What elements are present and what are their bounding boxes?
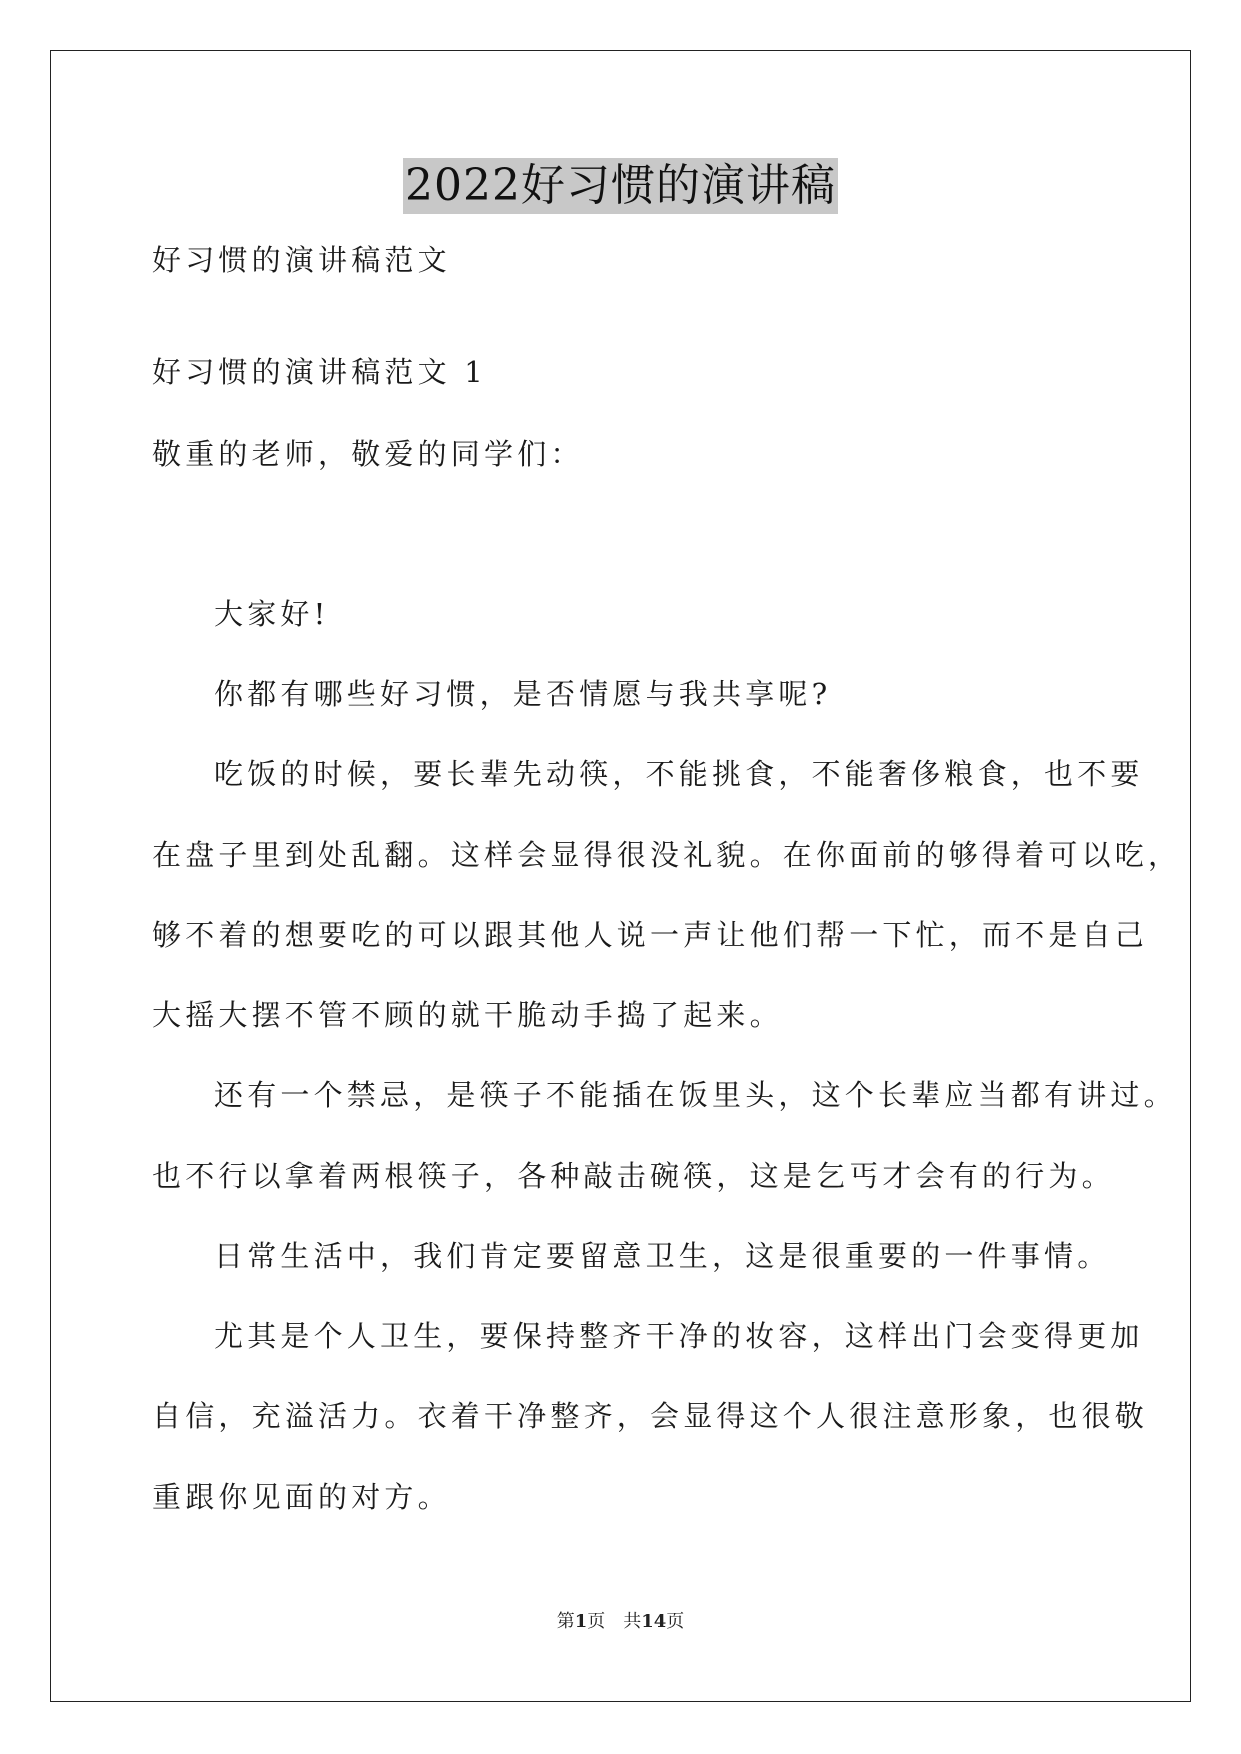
paragraph-line: 还有一个禁忌，是筷子不能插在饭里头，这个长辈应当都有讲过。 [214, 1078, 1177, 1112]
page-footer [0, 1610, 1241, 1634]
document-title: 2022好习惯的演讲稿 [403, 158, 838, 214]
current-page-number: 1 [574, 1611, 588, 1632]
paragraph-line: 大家好! [214, 597, 330, 631]
paragraph-line: 吃饭的时候，要长辈先动筷，不能挑食，不能奢侈粮食，也不要 [214, 757, 1144, 791]
footer-suffix: 页 [666, 1611, 685, 1632]
title-container [0, 158, 1241, 214]
paragraph-line: 够不着的想要吃的可以跟其他人说一声让他们帮一下忙，而不是自己 [152, 918, 1149, 952]
page-border [50, 50, 1191, 1702]
paragraph-line: 你都有哪些好习惯，是否情愿与我共享呢? [214, 677, 832, 711]
section-heading: 好习惯的演讲稿范文 1 [152, 355, 487, 389]
footer-mid: 页 共 [587, 1611, 642, 1632]
paragraph-line: 也不行以拿着两根筷子，各种敲击碗筷，这是乞丐才会有的行为。 [152, 1159, 1115, 1193]
paragraph-line: 大摇大摆不管不顾的就干脆动手捣了起来。 [152, 998, 783, 1032]
paragraph-line: 在盘子里到处乱翻。这样会显得很没礼貌。在你面前的够得着可以吃， [152, 838, 1182, 872]
paragraph-line: 自信，充溢活力。衣着干净整齐，会显得这个人很注意形象，也很敬 [152, 1399, 1149, 1433]
footer-prefix: 第 [556, 1611, 575, 1632]
subtitle: 好习惯的演讲稿范文 [152, 243, 451, 277]
paragraph-line: 重跟你见面的对方。 [152, 1480, 451, 1514]
salutation: 敬重的老师，敬爱的同学们： [152, 437, 584, 471]
total-page-number: 14 [641, 1611, 667, 1632]
paragraph-line: 尤其是个人卫生，要保持整齐干净的妆容，这样出门会变得更加 [214, 1319, 1144, 1353]
paragraph-line: 日常生活中，我们肯定要留意卫生，这是很重要的一件事情。 [214, 1239, 1111, 1273]
